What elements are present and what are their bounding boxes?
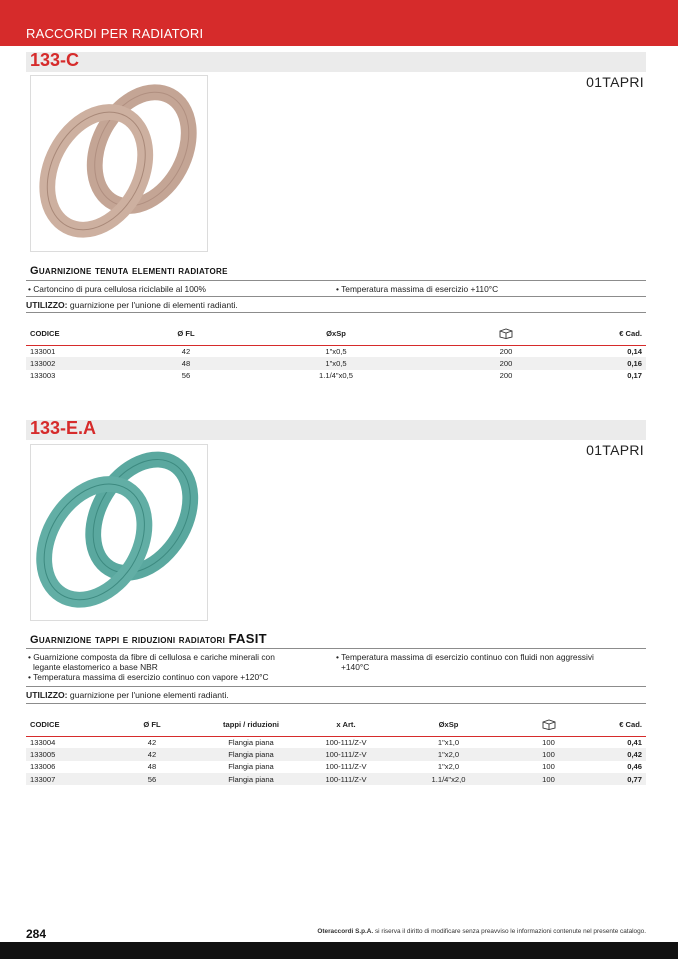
col-header-price: € Cad.	[566, 323, 646, 345]
feature-list-right	[336, 652, 636, 672]
product-code-title: 133-C	[30, 50, 80, 70]
col-header-codice: CODICE	[26, 323, 146, 345]
usage-label: UTILIZZO:	[26, 690, 68, 700]
feature-list-left	[28, 284, 206, 294]
cell-dimension: 1"x2,0	[437, 762, 460, 772]
cell-codice: 133002	[26, 357, 146, 369]
col-header-tipo: tappi / riduzioni	[196, 714, 306, 736]
cell-dimension: 1"x1,0	[437, 737, 460, 747]
cell-art: 100-111/Z-V	[306, 773, 386, 785]
cell-art: 100-111/Z-V	[325, 737, 367, 747]
table-row	[26, 345, 646, 357]
cell-dimension: 1"x0,5	[226, 357, 446, 369]
cell-dimension: 1.1/4"x0,5	[319, 371, 353, 381]
col-header-fl: Ø FL	[146, 323, 226, 345]
cell-fl: 56	[108, 773, 196, 785]
cell-dimension: 1"x0,5	[325, 346, 347, 356]
col-header-price: € Cad.	[586, 714, 646, 736]
section-header-133-c	[26, 52, 646, 72]
cell-price: 0,16	[566, 357, 646, 369]
cell-price: 0,41	[627, 737, 642, 747]
cell-fl: 42	[108, 748, 196, 760]
footer-disclaimer	[317, 928, 646, 935]
table-row	[26, 370, 646, 382]
product-image-133-e-a	[30, 444, 208, 621]
feature-item: +140°C	[341, 662, 370, 672]
table-row	[26, 761, 646, 773]
section-header-133-e-a	[26, 420, 646, 440]
table-row	[26, 736, 646, 748]
divider	[26, 648, 646, 649]
usage-text: guarnizione per l'unione elementi radianti.	[67, 690, 229, 700]
cell-pack: 100	[542, 737, 555, 747]
cell-pack: 200	[446, 357, 566, 369]
cell-price: 0,46	[627, 762, 642, 772]
usage-label: UTILIZZO:	[26, 300, 68, 310]
price-table-133-e-a	[26, 714, 646, 785]
divider	[26, 312, 646, 313]
table-header-row	[26, 714, 646, 736]
footer-bar	[0, 942, 678, 959]
feature-item: • Guarnizione composta da fibre di cellulosa e cariche minerali con	[28, 652, 275, 662]
disclaimer-text: si riserva il diritto di modificare senza preavviso le informazioni contenute nel presente catalogo.	[373, 928, 646, 935]
table-header-row	[26, 323, 646, 345]
cell-dimension: 1"x2,0	[386, 748, 511, 760]
product-title	[30, 265, 228, 277]
cell-tipo: Flangia piana	[196, 748, 306, 760]
page-number: 284	[26, 927, 47, 941]
divider	[26, 686, 646, 687]
company-name: Oteraccordi S.p.A.	[317, 928, 374, 935]
cell-codice: 133003	[30, 371, 56, 381]
cell-fl: 42	[181, 346, 191, 356]
col-header-fl: Ø FL	[108, 714, 196, 736]
cell-art: 100-111/Z-V	[306, 748, 386, 760]
cell-pack: 100	[542, 762, 555, 772]
cell-fl: 42	[147, 737, 157, 747]
cell-price: 0,42	[586, 748, 646, 760]
product-title-text: Guarnizione tappi e riduzioni radiatori	[30, 634, 226, 646]
brand-code: 01TAPRI	[586, 442, 644, 458]
cell-price: 0,14	[627, 346, 642, 356]
col-header-art: x Art.	[306, 714, 386, 736]
cell-codice: 133004	[30, 737, 56, 747]
box-pack-icon	[498, 327, 514, 339]
fiber-gasket-rings-icon	[31, 445, 207, 620]
col-header-pack	[446, 323, 566, 345]
cell-art: 100-111/Z-V	[325, 762, 367, 772]
cell-tipo: Flangia piana	[228, 737, 274, 747]
cell-tipo: Flangia piana	[228, 762, 274, 772]
cell-dimension: 1.1/4"x2,0	[386, 773, 511, 785]
cell-fl: 48	[146, 357, 226, 369]
product-brand-suffix: FASIT	[228, 631, 267, 646]
header-bar	[0, 0, 678, 46]
product-title	[30, 631, 267, 646]
usage-note	[26, 300, 238, 310]
cell-tipo: Flangia piana	[196, 773, 306, 785]
cell-pack: 200	[499, 371, 513, 381]
price-table-133-c	[26, 323, 646, 382]
usage-text: guarnizione per l'unione di elementi radianti.	[67, 300, 238, 310]
cell-fl: 56	[181, 371, 191, 381]
col-header-pack	[511, 714, 586, 736]
feature-item: • Cartoncino di pura cellulosa riciclabile al 100%	[28, 284, 206, 294]
cell-pack: 200	[499, 346, 513, 356]
cell-pack: 100	[511, 748, 586, 760]
product-image-133-c	[30, 75, 208, 252]
feature-item: • Temperatura massima di esercizio continuo con vapore +120°C	[28, 672, 269, 682]
col-header-dimension: ØxSp	[226, 323, 446, 345]
cell-fl: 48	[147, 762, 157, 772]
cell-codice: 133007	[26, 773, 108, 785]
paper-gasket-rings-icon	[31, 76, 207, 251]
cell-codice: 133001	[30, 346, 56, 356]
col-header-dimension: ØxSp	[386, 714, 511, 736]
col-header-codice: CODICE	[26, 714, 108, 736]
table-row	[26, 357, 646, 369]
divider	[26, 703, 646, 704]
cell-price: 0,77	[586, 773, 646, 785]
feature-item: • Temperatura massima di esercizio +110°C	[336, 284, 499, 294]
usage-note	[26, 690, 229, 700]
cell-codice: 133005	[26, 748, 108, 760]
cell-codice: 133006	[30, 762, 56, 772]
box-pack-icon	[541, 718, 557, 730]
cell-price: 0,17	[627, 371, 642, 381]
divider	[26, 296, 646, 297]
brand-code: 01TAPRI	[586, 74, 644, 90]
feature-item: legante elastomerico a base NBR	[33, 662, 158, 672]
feature-list-right	[336, 284, 498, 294]
feature-item: • Temperatura massima di esercizio continuo con fluidi non aggressivi	[336, 652, 594, 662]
product-code-title: 133-E.A	[30, 418, 97, 438]
table-row	[26, 773, 646, 785]
divider	[26, 280, 646, 281]
cell-pack: 100	[511, 773, 586, 785]
product-title-text: Guarnizione tenuta elementi radiatore	[30, 265, 228, 277]
catalog-category-title: RACCORDI PER RADIATORI	[26, 26, 204, 41]
table-row	[26, 748, 646, 760]
feature-list-left	[28, 652, 328, 682]
